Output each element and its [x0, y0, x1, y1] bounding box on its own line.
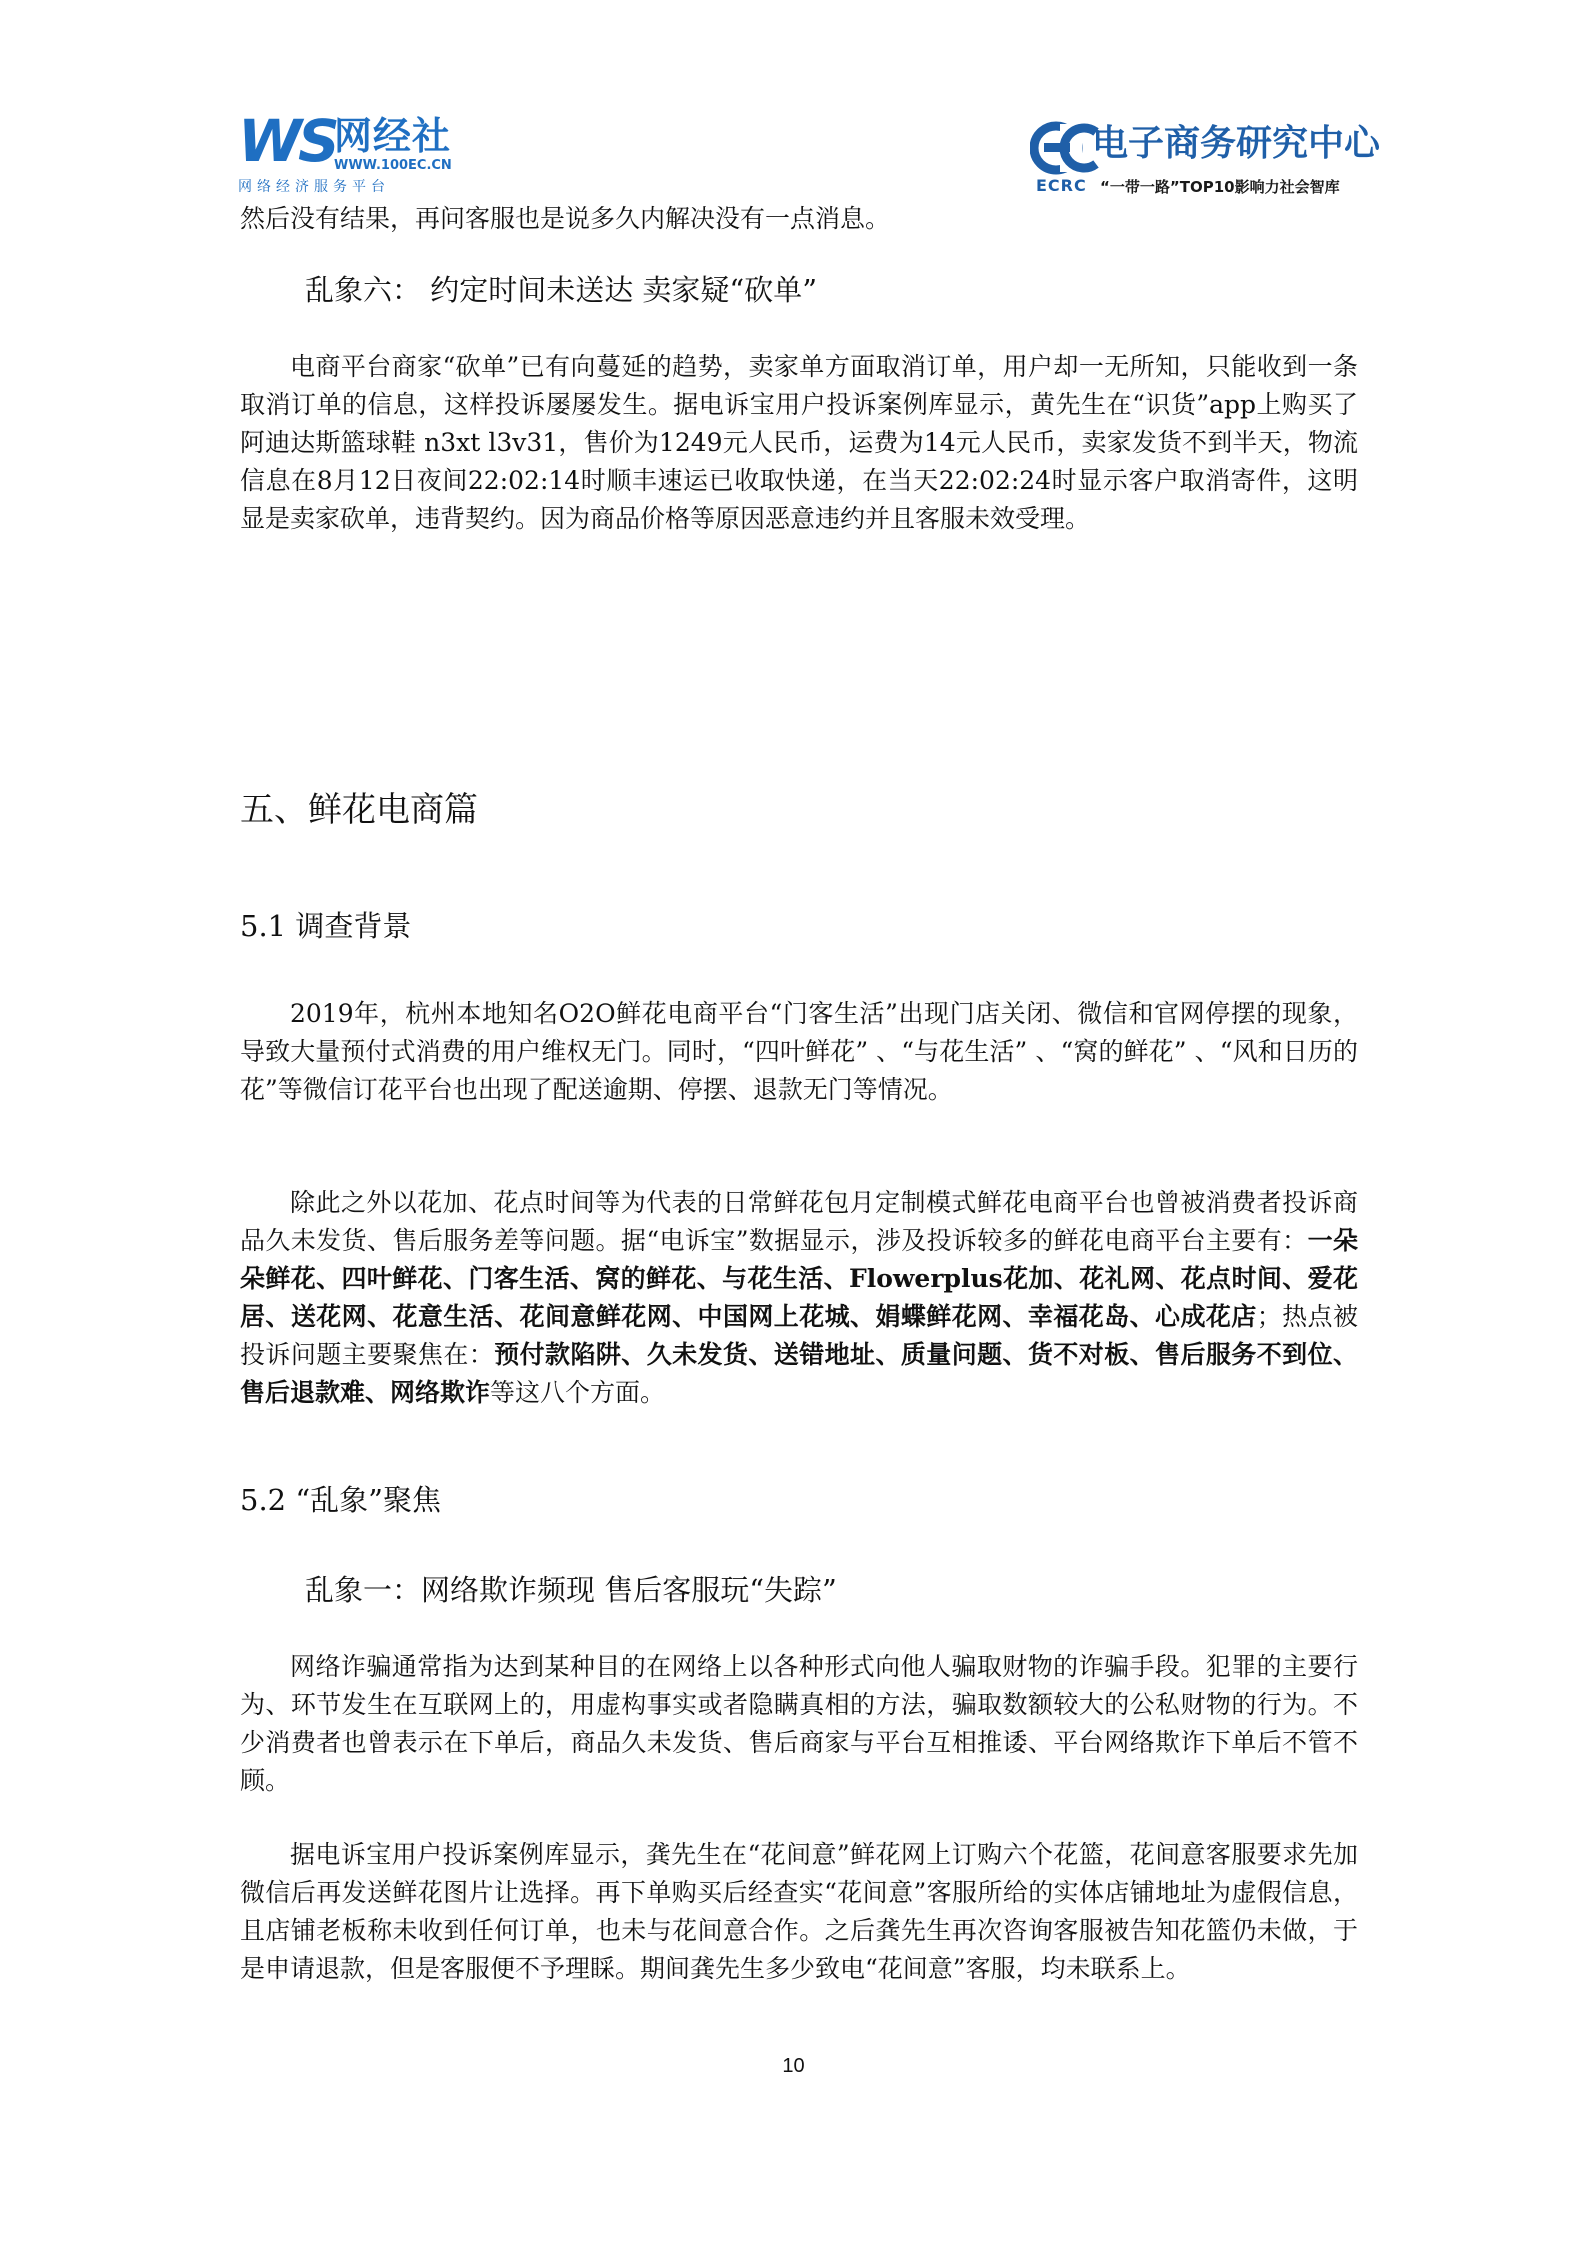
s51-p2-text: 除此之外以花加、花点时间等为代表的日常鲜花包月定制模式鲜花电商平台也曾被消费者投诉商品久未发货、售后服务差等问题。据“电诉宝”数据显示，涉及投诉较多的鲜花电商平台主要有： [240, 1188, 1358, 1255]
chaos1-paragraph-2: 据电诉宝用户投诉案例库显示，龚先生在“花间意”鲜花网上订购六个花篮，花间意客服要求先加微信后再发送鲜花图片让选择。再下单购买后经查实“花间意”客服所给的实体店铺地址为虚假信息，且店铺老板称未收到任何订单，也未与花间意合作。之后龚先生再次咨询客服被告知花篮仍未做，于是申请退款，但是客服便不予理睬。期间龚先生多少致电“花间意”客服，均未联系上。 [240, 1840, 1358, 1983]
ec-logo-tagline: “一带一路”TOP10影响力社会智库 [1100, 178, 1340, 196]
section-title: 五、鲜花电商篇 [240, 790, 478, 830]
platform-list: 一朵朵鲜花、四叶鲜花、门客生活、窝的鲜花、与花生活、Flowerplus花加、花礼网、花点时间、爱花居、送花网、花意生活、花间意鲜花网、中国网上花城、娟蝶鲜花网、幸福花岛、心成花店 [240, 1226, 1358, 1331]
subsection-5-1-title: 5.1 调查背景 [240, 909, 412, 943]
ws-logo-tagline: 网络经济服务平台 [238, 179, 390, 195]
ecrc-logo [1030, 118, 1380, 198]
ec-logo-name: 电子商务研究中心 [1092, 123, 1381, 164]
chaos1-paragraph-1: 网络诈骗通常指为达到某种目的在网络上以各种形式向他人骗取财物的诈骗手段。犯罪的主要行为、环节发生在互联网上的，用虚构事实或者隐瞒真相的方法，骗取数额较大的公私财物的行为。不少消费者也曾表示在下单后，商品久未发货、售后商家与平台互相推诿、平台网络欺诈下单后不管不顾。 [240, 1652, 1358, 1795]
ws-logo-mark: WS [238, 107, 336, 175]
ec-logo-abbr: ECRC [1036, 176, 1087, 195]
chaos6-heading: 乱象六： 约定时间未送达 卖家疑“砍单” [305, 273, 818, 307]
s51-paragraph-1: 2019年，杭州本地知名O2O鲜花电商平台“门客生活”出现门店关闭、微信和官网停摆的现象，导致大量预付式消费的用户维权无门。同时，“四叶鲜花” 、“与花生活” 、“窝的鲜花” 、“风和日历的花”等微信订花平台也出现了配送逾期、停摆、退款无门等情况。 [240, 999, 1358, 1104]
ws-logo-url: WWW.100EC.CN [334, 158, 452, 173]
page-number: 10 [782, 2055, 805, 2077]
subsection-5-2-title: 5.2 “乱象”聚焦 [240, 1483, 441, 1517]
s51-p2-text-3: 等这八个方面。 [490, 1378, 666, 1407]
s51-p2-text-2: ；热点被投诉问题主要聚焦在： [240, 1302, 1358, 1369]
issue-list: 预付款陷阱、久未发货、送错地址、质量问题、货不对板、售后服务不到位、售后退款难、网络欺诈 [240, 1340, 1358, 1407]
ws-logo-name: 网经社 [334, 114, 452, 158]
wangjingshe-logo [238, 107, 478, 196]
s51-paragraph-2 [240, 1184, 1358, 1412]
chaos6-paragraph: 电商平台商家“砍单”已有向蔓延的趋势，卖家单方面取消订单，用户却一无所知，只能收到一条取消订单的信息，这样投诉屡屡发生。据电诉宝用户投诉案例库显示，黄先生在“识货”app上购买了阿迪达斯篮球鞋 n3xt l3v31，售价为1249元人民币，运费为14元人民币，卖家发货不到半天，物流信息在8月12日夜间22:02:14时顺丰速运已收取快递，在当天22:02:24时显示客户取消寄件，这明显是卖家砍单，违背契约。因为商品价格等原因恶意违约并且客服未效受理。 [240, 352, 1358, 533]
carryover-paragraph: 然后没有结果，再问客服也是说多久内解决没有一点消息。 [240, 204, 891, 233]
chaos1-heading: 乱象一：网络欺诈频现 售后客服玩“失踪” [305, 1573, 837, 1607]
